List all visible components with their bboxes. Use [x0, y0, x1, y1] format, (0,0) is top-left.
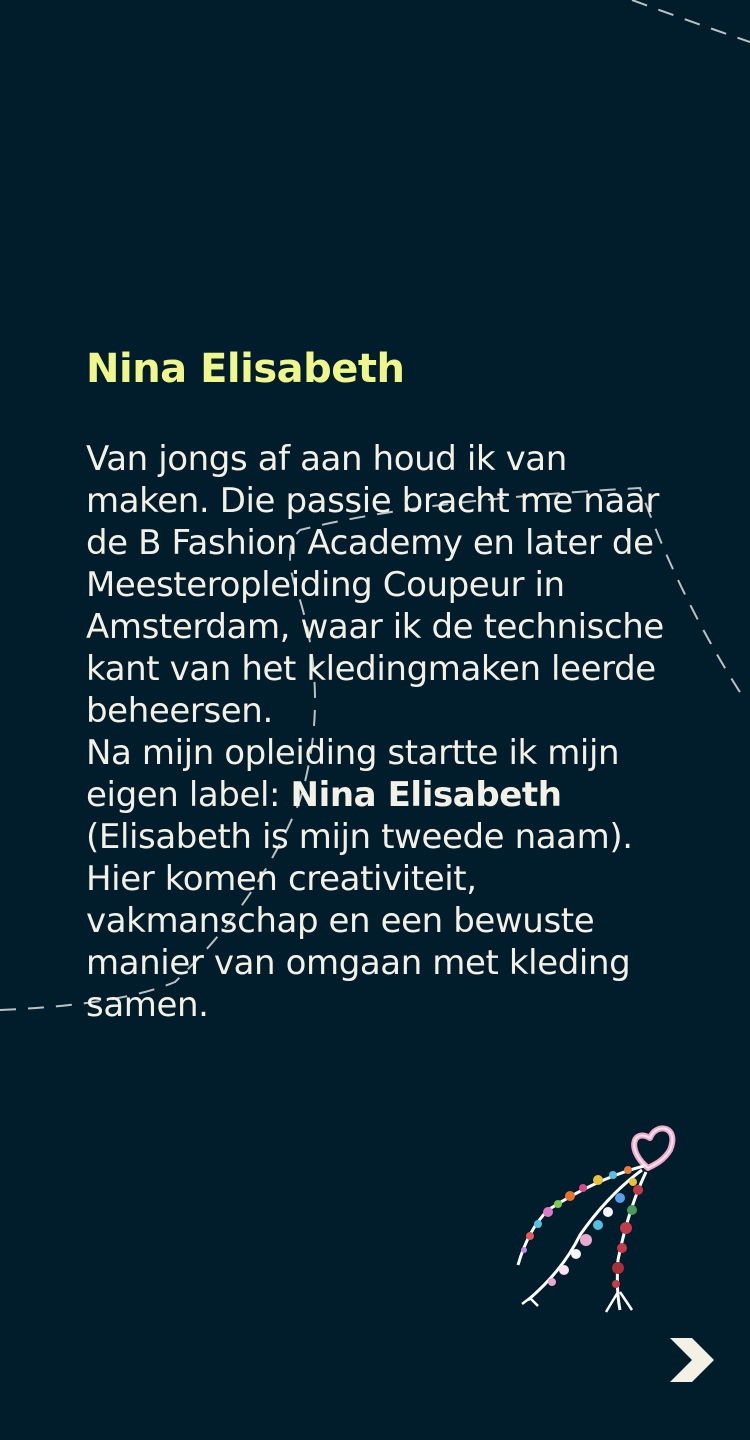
profile-name: Nina Elisabeth [86, 346, 405, 392]
bio-intro: Van jongs af aan houd ik van maken. Die passie bracht me naar de B Fashion Academy en later de Meesteropleiding Coupeur in Amsterdam, waar ik de technische kant van het kledingmaken leerde beheersen. [86, 439, 664, 731]
profile-section [86, 340, 666, 1026]
chevron-right-icon [664, 1330, 724, 1390]
bio-label-suffix: (Elisabeth is mijn tweede naam). Hier komen creativiteit, vakmanschap en een bewuste manier van omgaan met kleding samen. [86, 817, 633, 1025]
next-button[interactable] [664, 1330, 724, 1390]
beaded-bracelet-icon [508, 1120, 688, 1320]
bio-label-name: Nina Elisabeth [290, 775, 562, 815]
bio-label-prefix: Na mijn opleiding startte ik mijn eigen label: [86, 733, 620, 815]
profile-bio [86, 438, 666, 1026]
